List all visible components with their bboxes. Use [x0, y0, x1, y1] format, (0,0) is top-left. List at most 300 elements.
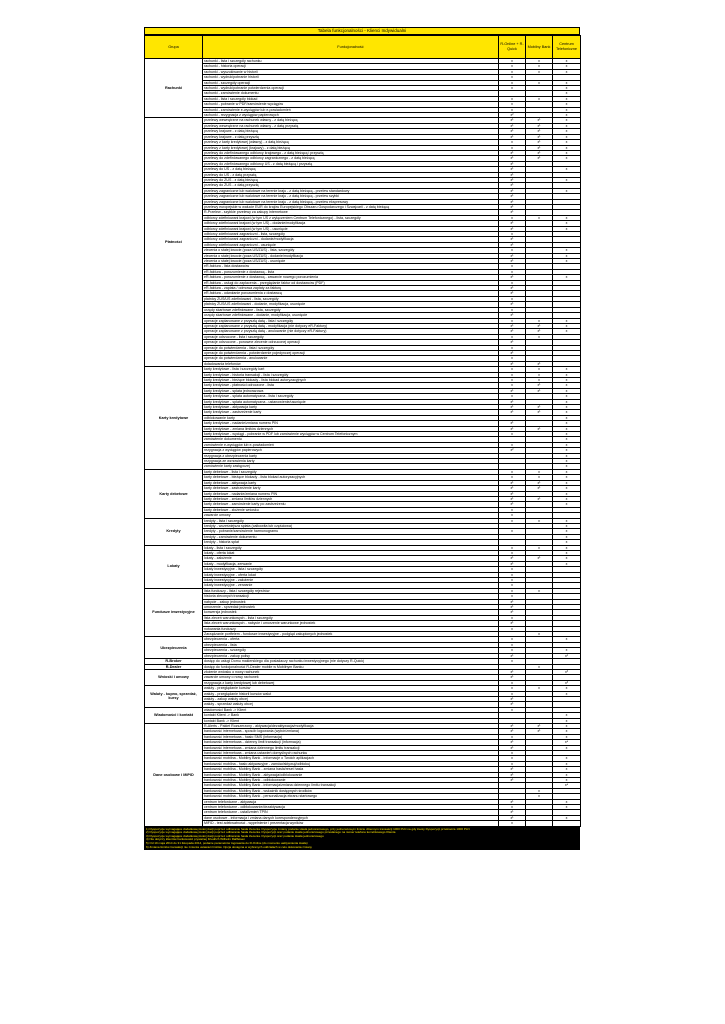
availability-cell: x¹: [499, 778, 526, 783]
functionality-cell: bankowość internetowa - dzienny limit transakcji (informacja): [203, 740, 499, 745]
availability-cell: x: [499, 680, 526, 685]
functionality-cell: rachunki - zamówienie dokumentu: [203, 91, 499, 96]
availability-cell: x: [499, 648, 526, 653]
group-cell: Karty debetowe: [145, 469, 203, 518]
functionality-cell: przelewy wewnętrzne na rachunek własny - z datą przyszłą: [203, 123, 499, 128]
functionality-cell: przelewy do ZUS - z datą przyszłą: [203, 183, 499, 188]
availability-cell: x¹: [499, 161, 526, 166]
functionality-cell: odbiorcy zdefiniowani zagraniczni - usunięcie: [203, 242, 499, 247]
availability-cell: x: [526, 794, 553, 799]
availability-cell: x: [553, 118, 581, 123]
availability-cell: x¹: [499, 491, 526, 496]
footnote: 1) Dyspozycje wymagające dodatkowej Autoryzacji poprzez odbieranie hasła zlecenia. Dyspozycje zmiany podanie Hasła jednorazowego, przy jednorazowym limicie dziennym transakcji 1000 PLN na gdy kwoty Dyspozycji przekracza 1000 PLN: [146, 826, 470, 831]
availability-cell: x: [499, 659, 526, 664]
functionality-cell: karty debetowe - lista i szczegóły: [203, 469, 499, 474]
availability-cell: x¹: [499, 329, 526, 334]
availability-cell: x: [553, 405, 581, 410]
functionality-cell: zamówienie dokumentu: [203, 437, 499, 442]
group-cell: Ubezpieczenia: [145, 637, 203, 659]
functionality-cell: operacje zaplanowane z przyszłą datą - lista i szczegóły: [203, 318, 499, 323]
availability-cell: x: [499, 578, 526, 583]
functionality-cell: karty kredytowe - spłata automatyczna - ustanowienie/usunięcie: [203, 399, 499, 404]
functionality-cell: rachunki - wydruk/pobranie potwierdzenia operacji: [203, 86, 499, 91]
availability-cell: x¹: [499, 291, 526, 296]
functionality-cell: odbiorcy zdefiniowani zagraniczni - lista, szczegóły: [203, 232, 499, 237]
functionality-cell: ubezpieczenia - szczegóły: [203, 648, 499, 653]
functionality-cell: karty debetowe - zastrzeżenie karty: [203, 486, 499, 491]
header-row: [145, 36, 581, 59]
availability-cell: x¹: [526, 426, 553, 431]
availability-cell: x: [499, 761, 526, 766]
availability-cell: x¹: [526, 323, 553, 328]
availability-cell: x: [499, 642, 526, 647]
functionality-cell: przelewy z karty kredytowej (własny) - z datą bieżącą: [203, 140, 499, 145]
availability-cell: x: [553, 540, 581, 545]
group-cell: Rachunki: [145, 59, 203, 118]
footnote: 3) Dyspozycje wymagające dodatkowej Autoryzacji poprzez odbieranie hasła zlecenia. Dyspozycji oraz podanie Hasła jednorazowego: [146, 833, 324, 838]
availability-cell: x¹: [499, 745, 526, 750]
availability-cell: x¹: [526, 410, 553, 415]
functionality-cell: rezygnacja z wyciągów papierowych: [203, 448, 499, 453]
availability-cell: x: [526, 686, 553, 691]
availability-cell: x¹: [499, 486, 526, 491]
functionality-cell: zamówienie karty zastępczej: [203, 464, 499, 469]
availability-cell: x: [553, 167, 581, 172]
functionality-cell: kontakt Klient -> Bank: [203, 713, 499, 718]
functionality-cell: rachunki - lista i szczegóły blokad: [203, 96, 499, 101]
functionality-cell: zamówienie e-wyciągów lub e-powiadomień: [203, 442, 499, 447]
functionality-cell: odbiorcy zdefiniowani krajowi (w tym US z wyłączeniem Centrum Telefonicznego) - lista, szczegóły: [203, 215, 499, 220]
table-title: Tabela funkcjonalności - Klienci Indywidualni: [144, 27, 580, 35]
availability-cell: x: [499, 64, 526, 69]
group-cell: Waluty - kupno, sprzedaż, kursy: [145, 686, 203, 708]
availability-cell: x: [499, 145, 526, 150]
functionality-cell: karty debetowe - bieżące blokady - lista blokad autoryzacyjnych: [203, 475, 499, 480]
availability-cell: x: [553, 318, 581, 323]
availability-cell: x: [553, 545, 581, 550]
functionality-cell: kredyty - pobranie/zamówienie harmonogramu: [203, 529, 499, 534]
functionality-table: [144, 35, 581, 827]
functionality-cell: karty debetowe - zamówienie karty po zastrzeżeniu: [203, 502, 499, 507]
availability-cell: x: [499, 394, 526, 399]
availability-cell: x¹: [499, 313, 526, 318]
availability-cell: x¹: [499, 696, 526, 701]
availability-cell: x: [553, 377, 581, 382]
availability-cell: x: [499, 756, 526, 761]
availability-cell: x: [553, 723, 581, 728]
functionality-cell: rezygnacja ze wznowienia karty: [203, 459, 499, 464]
functionality-cell: lokaty - założenie: [203, 556, 499, 561]
availability-cell: x: [553, 637, 581, 642]
availability-cell: x¹: [499, 259, 526, 264]
availability-cell: x¹: [499, 302, 526, 307]
availability-cell: x: [499, 588, 526, 593]
availability-cell: x: [499, 264, 526, 269]
availability-cell: x: [499, 296, 526, 301]
functionality-cell: waluty - przeglądanie kursów: [203, 686, 499, 691]
availability-cell: x: [499, 550, 526, 555]
functionality-cell: rezygnacja z karty kredytowej lub debetowej: [203, 680, 499, 685]
availability-cell: x¹: [526, 496, 553, 501]
availability-cell: x: [553, 469, 581, 474]
functionality-cell: eR-faktura - porozumienie z dostawcą - lista: [203, 269, 499, 274]
availability-cell: x: [553, 556, 581, 561]
availability-cell: x³: [553, 680, 581, 685]
availability-cell: x: [499, 545, 526, 550]
availability-cell: x: [553, 388, 581, 393]
functionality-cell: ubezpieczenia - lista: [203, 642, 499, 647]
functionality-cell: bankowość internetowa - sposób logowania (wybór/zmiana): [203, 729, 499, 734]
availability-cell: x: [553, 59, 581, 64]
functionality-cell: karty kredytowe - spłata jednorazowa: [203, 388, 499, 393]
functionality-cell: bankowość mobilna - Mobilny Bank - personalizacja ekranu startowego: [203, 794, 499, 799]
functionality-cell: zawarcie umowy: [203, 513, 499, 518]
functionality-cell: przelewy zagraniczne lub walutowe na terenie kraju - z datą bieżącą - przelew ekspresowy: [203, 199, 499, 204]
availability-cell: x: [553, 459, 581, 464]
availability-cell: x: [499, 107, 526, 112]
availability-cell: x: [553, 399, 581, 404]
availability-cell: x: [553, 437, 581, 442]
availability-cell: x¹: [499, 199, 526, 204]
availability-cell: x: [553, 432, 581, 437]
availability-cell: x: [553, 259, 581, 264]
availability-cell: x: [499, 334, 526, 339]
availability-cell: x: [553, 426, 581, 431]
availability-cell: x¹: [499, 237, 526, 242]
functionality-cell: przelewy zagraniczne lub walutowe na terenie kraju - z datą bieżącą - przelew szybki: [203, 194, 499, 199]
functionality-cell: karty kredytowe - płatności odroczone - lista: [203, 383, 499, 388]
functionality-cell: waluty - zakup waluty obcej: [203, 696, 499, 701]
availability-cell: x: [526, 475, 553, 480]
availability-cell: x: [553, 496, 581, 501]
functionality-cell: urzędy skarbowe zdefiniowane - dodanie, modyfikacja, usunięcie: [203, 313, 499, 318]
availability-cell: x: [553, 486, 581, 491]
functionality-cell: karty kredytowe - aktywacja karty: [203, 405, 499, 410]
functionality-cell: odbiorcy zdefiniowani krajowi (w tym US) - usunięcie: [203, 226, 499, 231]
availability-cell: x: [553, 64, 581, 69]
functionality-cell: rezygnacja z ubezpieczenia karty: [203, 453, 499, 458]
availability-cell: x¹: [526, 729, 553, 734]
availability-cell: x: [553, 718, 581, 723]
availability-cell: x: [526, 518, 553, 523]
availability-cell: x: [499, 102, 526, 107]
availability-cell: x: [553, 448, 581, 453]
availability-cell: x: [553, 91, 581, 96]
availability-cell: x¹: [499, 799, 526, 804]
availability-cell: x: [499, 529, 526, 534]
functionality-cell: eR-faktura - usługi do zapłacenia - przeglądanie faktur od dostawców (PDF): [203, 280, 499, 285]
availability-cell: x: [499, 469, 526, 474]
functionality-cell: kredyty - zamówienie dokumentu: [203, 534, 499, 539]
availability-cell: x¹: [499, 610, 526, 615]
availability-cell: x: [526, 215, 553, 220]
functionality-cell: centrum telefoniczne - odblokowanie/dezaktywacja: [203, 805, 499, 810]
availability-cell: x: [553, 410, 581, 415]
functionality-cell: rachunki - wydruk/pobranie historii: [203, 75, 499, 80]
availability-cell: x: [499, 383, 526, 388]
functionality-cell: lokaty inwestycyjne - oferta lokat: [203, 572, 499, 577]
functionality-cell: operacje odrzucone - lista i szczegóły: [203, 334, 499, 339]
availability-cell: x¹: [499, 772, 526, 777]
availability-cell: x¹: [499, 702, 526, 707]
availability-cell: x¹: [499, 599, 526, 604]
availability-cell: x¹: [499, 156, 526, 161]
availability-cell: x²: [499, 113, 526, 118]
availability-cell: x¹: [499, 172, 526, 177]
functionality-cell: nabycie - zakup jednostek: [203, 599, 499, 604]
functionality-cell: operacje do potwierdzenia - potwierdzenie pojedynczej operacji: [203, 350, 499, 355]
functionality-cell: umorzenie - sprzedaż jednostek: [203, 605, 499, 610]
availability-cell: x: [526, 664, 553, 669]
functionality-cell: operacje zaplanowane z przyszłą datą - modyfikacja (nie dotyczy eR-Faktury): [203, 323, 499, 328]
functionality-cell: lokaty - lista i szczegóły: [203, 545, 499, 550]
functionality-cell: przelewy do US - z datą bieżącą: [203, 167, 499, 172]
availability-cell: x: [499, 367, 526, 372]
availability-cell: x: [553, 177, 581, 182]
functionality-cell: karty debetowe - aktywacja karty: [203, 480, 499, 485]
functionality-cell: waluty - sprzedaż waluty obcej: [203, 702, 499, 707]
functionality-cell: zlecenia o stałej kwocie (poza US/ZUS) - dodanie/modyfikacja: [203, 253, 499, 258]
functionality-cell: rachunki - zamówienie e-wyciągów lub e-powiadomień: [203, 107, 499, 112]
functionality-cell: ubezpieczenia - zakup polisy: [203, 653, 499, 658]
availability-cell: x⁴: [553, 740, 581, 745]
availability-cell: x: [553, 648, 581, 653]
availability-cell: x¹: [499, 556, 526, 561]
header-group: Grupa: [145, 36, 203, 59]
functionality-cell: urzędy skarbowe zdefiniowane - lista, szczegóły: [203, 307, 499, 312]
availability-cell: x¹: [499, 605, 526, 610]
functionality-cell: eR-faktura - zapłata / odmowa zapłaty za fakturę: [203, 286, 499, 291]
functionality-cell: rachunki - rezygnacja z wyciągów papierowych: [203, 113, 499, 118]
functionality-cell: lokaty - oferta lokat: [203, 550, 499, 555]
availability-cell: x: [553, 129, 581, 134]
footnote: 4) Nie dotyczy klientów bankowości prywatnej Friedrich Wilhelm Raiffeisen: [146, 837, 245, 842]
availability-cell: x¹: [499, 669, 526, 674]
availability-cell: x¹: [499, 810, 526, 815]
availability-cell: x: [553, 367, 581, 372]
functionality-cell: przelewy do ZUS - z datą bieżącą: [203, 177, 499, 182]
availability-cell: x: [553, 761, 581, 766]
availability-cell: x: [553, 102, 581, 107]
availability-cell: x¹: [526, 556, 553, 561]
functionality-cell: lista funduszy - lista i szczegóły rejestrów: [203, 588, 499, 593]
functionality-cell: kredyty - lista i szczegóły: [203, 518, 499, 523]
availability-cell: x¹: [499, 388, 526, 393]
availability-cell: x¹: [499, 621, 526, 626]
header-r-online: R-Online + R-Quick: [499, 36, 526, 59]
functionality-cell: przelewy europejskie w walucie EUR do krajów Europejskiego Obszaru Gospodarczego i Szwajcarii - z datą bieżącą: [203, 204, 499, 209]
functionality-cell: notowania funduszy: [203, 626, 499, 631]
availability-cell: x: [553, 323, 581, 328]
availability-cell: x: [553, 453, 581, 458]
availability-cell: x¹: [499, 405, 526, 410]
functionality-cell: przelewy do zdefiniowanego odbiorcy US - z datą bieżącą i przyszłą: [203, 161, 499, 166]
functionality-cell: kontakt Bank -> Klient: [203, 718, 499, 723]
functionality-cell: MiFID - test adekwatności - wypełnienie i prezentacja wyników: [203, 821, 499, 826]
functionality-cell: bankowość mobilna - hasło aktywacyjne - zamów/aktywuj/odblokuj: [203, 761, 499, 766]
availability-cell: x: [526, 59, 553, 64]
availability-cell: x¹: [499, 167, 526, 172]
availability-cell: x: [553, 686, 581, 691]
availability-cell: x: [499, 432, 526, 437]
table-row: [145, 821, 581, 826]
availability-cell: x: [553, 248, 581, 253]
availability-cell: x: [499, 75, 526, 80]
functionality-cell: waluty - przeglądanie historii kursów walut: [203, 691, 499, 696]
availability-cell: x: [499, 96, 526, 101]
availability-cell: x: [553, 221, 581, 226]
availability-cell: x²: [499, 448, 526, 453]
availability-cell: x: [499, 583, 526, 588]
availability-cell: x: [553, 534, 581, 539]
functionality-cell: centrum telefoniczne - aktywacja: [203, 799, 499, 804]
availability-cell: x: [553, 134, 581, 139]
availability-cell: x: [553, 502, 581, 507]
functionality-cell: przelewy do zdefiniowanego odbiorcy krajowego - z datą bieżącą i przyszłą: [203, 150, 499, 155]
functionality-cell: bankowość mobilna - Mobilny Bank - informacja/zmiana dziennego limitu transakcji: [203, 783, 499, 788]
availability-cell: x: [553, 480, 581, 485]
availability-cell: x¹: [499, 275, 526, 280]
availability-cell: x¹: [526, 405, 553, 410]
functionality-cell: złożenie wniosku o nowy rachunek: [203, 669, 499, 674]
availability-cell: x¹: [499, 502, 526, 507]
functionality-cell: karty kredytowe - spłata automatyczna - lista i szczegóły: [203, 394, 499, 399]
group-cell: Lokaty: [145, 545, 203, 588]
availability-cell: x: [499, 475, 526, 480]
availability-cell: x¹: [499, 118, 526, 123]
availability-cell: x: [553, 150, 581, 155]
availability-cell: x¹: [499, 177, 526, 182]
availability-cell: x: [553, 529, 581, 534]
availability-cell: x¹: [499, 361, 526, 366]
header-mobilny-bank: Mobilny Bank: [526, 36, 553, 59]
availability-cell: x¹: [526, 486, 553, 491]
functionality-cell: lokaty inwestycyjne - lista i szczegóły: [203, 567, 499, 572]
availability-cell: x⁴: [553, 783, 581, 788]
availability-cell: x¹: [526, 480, 553, 485]
availability-cell: x¹: [499, 134, 526, 139]
table-body: [145, 59, 581, 827]
availability-cell: x¹: [499, 421, 526, 426]
functionality-cell: karty debetowe - zmiana limitów dziennych: [203, 496, 499, 501]
availability-cell: x: [553, 734, 581, 739]
availability-cell: x: [553, 713, 581, 718]
availability-cell: [526, 821, 553, 826]
group-cell: Fundusze inwestycyjne: [145, 588, 203, 637]
functionality-cell: karty kredytowe - nadanie/zmiana numeru PIN: [203, 421, 499, 426]
availability-cell: x: [526, 588, 553, 593]
availability-cell: x: [526, 80, 553, 85]
availability-cell: x¹: [526, 123, 553, 128]
availability-cell: x: [499, 751, 526, 756]
availability-cell: x¹: [526, 129, 553, 134]
availability-cell: x: [553, 756, 581, 761]
functionality-cell: zawarcie umowy o nowy rachunek: [203, 675, 499, 680]
availability-cell: x¹: [526, 156, 553, 161]
availability-cell: x¹: [499, 242, 526, 247]
availability-cell: x: [526, 545, 553, 550]
group-cell: R-Dealer: [145, 664, 203, 669]
availability-cell: x: [526, 318, 553, 323]
availability-cell: x: [526, 334, 553, 339]
availability-cell: x: [553, 107, 581, 112]
functionality-cell: odbiorcy zdefiniowani zagraniczni - dodanie/modyfikacja: [203, 237, 499, 242]
availability-cell: x: [499, 805, 526, 810]
availability-cell: x: [553, 156, 581, 161]
functionality-cell: dostęp do funkcjonalności R-Dealer mobile w Mobilnym Banku: [203, 664, 499, 669]
functionality-cell: bankowość mobilna - Mobilny Bank - wskaźnik dostępnych środków: [203, 788, 499, 793]
availability-cell: x¹: [526, 388, 553, 393]
functionality-cell: bankowość internetowa - zmiana ustawień domyślnych rachunku: [203, 751, 499, 756]
availability-cell: x: [499, 691, 526, 696]
availability-cell: x¹: [499, 740, 526, 745]
availability-cell: x: [499, 615, 526, 620]
availability-cell: x¹: [499, 399, 526, 404]
availability-cell: x: [499, 59, 526, 64]
availability-cell: x: [553, 691, 581, 696]
availability-cell: x¹: [553, 653, 581, 658]
group-cell: Płatności: [145, 118, 203, 367]
availability-cell: x: [553, 86, 581, 91]
group-cell: Wnioski i umowy: [145, 669, 203, 685]
functionality-cell: karty kredytowe - lista i szczegóły kart: [203, 367, 499, 372]
availability-cell: x: [526, 64, 553, 69]
availability-cell: x: [553, 80, 581, 85]
functionality-table-container: [144, 27, 580, 850]
availability-cell: x: [499, 269, 526, 274]
availability-cell: x¹: [499, 723, 526, 728]
availability-cell: x¹: [526, 118, 553, 123]
availability-cell: x: [553, 394, 581, 399]
availability-cell: [553, 821, 581, 826]
availability-cell: x³: [553, 669, 581, 674]
availability-cell: x: [553, 96, 581, 101]
availability-cell: x¹: [499, 253, 526, 258]
header-functionality: Funkcjonalność: [203, 36, 499, 59]
availability-cell: x: [499, 567, 526, 572]
availability-cell: x¹: [499, 350, 526, 355]
availability-cell: x: [499, 140, 526, 145]
availability-cell: x¹: [499, 188, 526, 193]
availability-cell: x¹: [499, 323, 526, 328]
availability-cell: x¹: [499, 226, 526, 231]
availability-cell: x¹: [526, 150, 553, 155]
availability-cell: x: [553, 69, 581, 74]
availability-cell: x: [553, 215, 581, 220]
functionality-cell: karty kredytowe - bieżące blokady - lista blokad autoryzacyjnych: [203, 377, 499, 382]
group-cell: Wiadomości i kontakt: [145, 707, 203, 723]
availability-cell: x: [499, 594, 526, 599]
functionality-cell: lista zleceń warunkowych - nabycie i umorzenie warunkowe jednostek: [203, 621, 499, 626]
availability-cell: x: [553, 464, 581, 469]
functionality-cell: rachunki - wyszukiwanie w historii: [203, 69, 499, 74]
functionality-cell: karty kredytowe - historia transakcji - lista i szczegóły: [203, 372, 499, 377]
availability-cell: x: [499, 686, 526, 691]
availability-cell: x: [553, 767, 581, 772]
functionality-cell: karty kredytowe - zastrzeżenie karty: [203, 410, 499, 415]
availability-cell: x: [553, 188, 581, 193]
functionality-cell: przelewy wewnętrzne na rachunek własny - z datą bieżącą: [203, 118, 499, 123]
availability-cell: x¹: [526, 383, 553, 388]
availability-cell: x: [499, 637, 526, 642]
availability-cell: x: [553, 275, 581, 280]
availability-cell: x: [499, 507, 526, 512]
availability-cell: x¹: [526, 134, 553, 139]
availability-cell: x: [553, 815, 581, 820]
availability-cell: x: [499, 372, 526, 377]
availability-cell: x¹: [499, 410, 526, 415]
availability-cell: x¹: [499, 183, 526, 188]
